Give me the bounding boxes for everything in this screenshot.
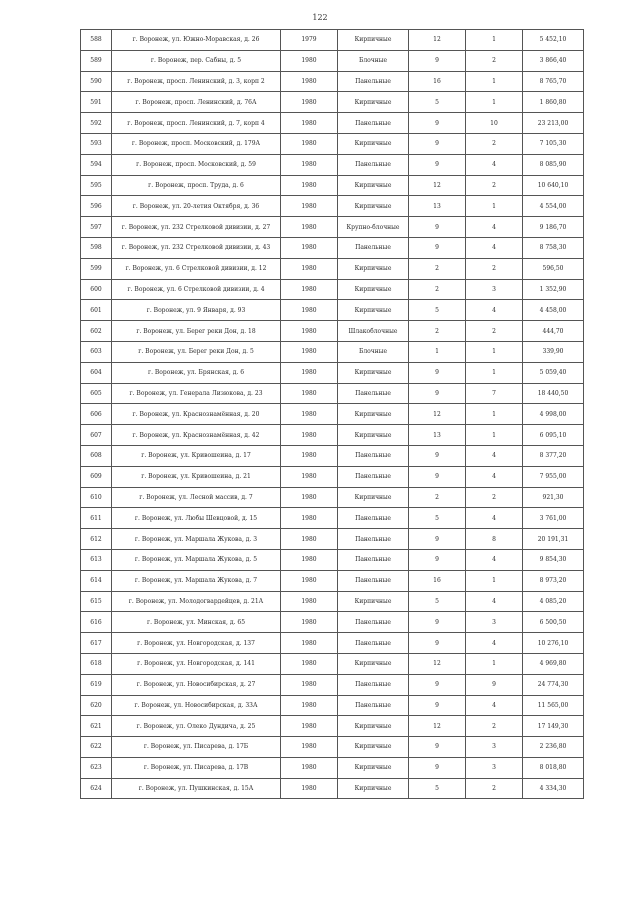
year-cell: 1980: [281, 716, 338, 737]
address-cell: г. Воронеж, ул. 6 Стрелковой дивизии, д. 4: [112, 279, 281, 300]
floors-cell: 9: [409, 362, 466, 383]
entrances-cell: 3: [466, 757, 523, 778]
area-cell: 4 085,20: [523, 591, 584, 612]
wall-material-cell: Блочные: [338, 341, 409, 362]
entrances-cell: 2: [466, 50, 523, 71]
area-cell: 444,70: [523, 321, 584, 342]
floors-cell: 16: [409, 71, 466, 92]
address-cell: г. Воронеж, ул. Южно-Моравская, д. 26: [112, 30, 281, 51]
year-cell: 1980: [281, 258, 338, 279]
address-cell: г. Воронеж, ул. Новгородская, д. 137: [112, 633, 281, 654]
row-number-cell: 590: [81, 71, 112, 92]
wall-material-cell: Панельные: [338, 445, 409, 466]
wall-material-cell: Панельные: [338, 113, 409, 134]
year-cell: 1980: [281, 196, 338, 217]
wall-material-cell: Кирпичные: [338, 737, 409, 758]
entrances-cell: 1: [466, 653, 523, 674]
table-row: [81, 362, 584, 383]
row-number-cell: 605: [81, 383, 112, 404]
wall-material-cell: Кирпичные: [338, 425, 409, 446]
row-number-cell: 619: [81, 674, 112, 695]
entrances-cell: 8: [466, 529, 523, 550]
year-cell: 1980: [281, 778, 338, 799]
row-number-cell: 624: [81, 778, 112, 799]
page-number: 122: [312, 13, 328, 22]
wall-material-cell: Кирпичные: [338, 404, 409, 425]
table-row: [81, 570, 584, 591]
row-number-cell: 589: [81, 50, 112, 71]
row-number-cell: 594: [81, 154, 112, 175]
table-row: [81, 50, 584, 71]
table-row: [81, 92, 584, 113]
wall-material-cell: Крупно-блочные: [338, 217, 409, 238]
year-cell: 1980: [281, 50, 338, 71]
address-cell: г. Воронеж, ул. Генерала Лизюкова, д. 23: [112, 383, 281, 404]
address-cell: г. Воронеж, ул. Любы Шевцовой, д. 15: [112, 508, 281, 529]
row-number-cell: 618: [81, 653, 112, 674]
year-cell: 1980: [281, 341, 338, 362]
table-row: [81, 154, 584, 175]
entrances-cell: 1: [466, 570, 523, 591]
entrances-cell: 7: [466, 383, 523, 404]
address-cell: г. Воронеж, ул. Новосибирская, д. 27: [112, 674, 281, 695]
wall-material-cell: Кирпичные: [338, 300, 409, 321]
row-number-cell: 588: [81, 30, 112, 51]
row-number-cell: 603: [81, 341, 112, 362]
year-cell: 1980: [281, 71, 338, 92]
year-cell: 1980: [281, 154, 338, 175]
row-number-cell: 612: [81, 529, 112, 550]
address-cell: г. Воронеж, ул. Берег реки Дон, д. 5: [112, 341, 281, 362]
row-number-cell: 611: [81, 508, 112, 529]
year-cell: 1980: [281, 653, 338, 674]
entrances-cell: 1: [466, 92, 523, 113]
year-cell: 1980: [281, 612, 338, 633]
address-cell: г. Воронеж, просп. Ленинский, д. 76А: [112, 92, 281, 113]
table-row: [81, 674, 584, 695]
wall-material-cell: Панельные: [338, 508, 409, 529]
area-cell: 17 149,30: [523, 716, 584, 737]
row-number-cell: 600: [81, 279, 112, 300]
row-number-cell: 604: [81, 362, 112, 383]
year-cell: 1980: [281, 133, 338, 154]
entrances-cell: 10: [466, 113, 523, 134]
wall-material-cell: Панельные: [338, 466, 409, 487]
entrances-cell: 2: [466, 175, 523, 196]
floors-cell: 9: [409, 217, 466, 238]
housing-registry-table: [80, 29, 584, 799]
floors-cell: 9: [409, 674, 466, 695]
entrances-cell: 4: [466, 466, 523, 487]
row-number-cell: 601: [81, 300, 112, 321]
floors-cell: 5: [409, 92, 466, 113]
row-number-cell: 598: [81, 237, 112, 258]
entrances-cell: 4: [466, 154, 523, 175]
wall-material-cell: Панельные: [338, 674, 409, 695]
floors-cell: 2: [409, 321, 466, 342]
floors-cell: 2: [409, 487, 466, 508]
floors-cell: 2: [409, 279, 466, 300]
address-cell: г. Воронеж, просп. Московский, д. 59: [112, 154, 281, 175]
area-cell: 4 334,30: [523, 778, 584, 799]
year-cell: 1980: [281, 633, 338, 654]
entrances-cell: 2: [466, 716, 523, 737]
floors-cell: 9: [409, 737, 466, 758]
area-cell: 2 236,80: [523, 737, 584, 758]
area-cell: 10 640,10: [523, 175, 584, 196]
address-cell: г. Воронеж, просп. Ленинский, д. 3, корп 2: [112, 71, 281, 92]
year-cell: 1980: [281, 737, 338, 758]
wall-material-cell: Кирпичные: [338, 778, 409, 799]
area-cell: 20 191,31: [523, 529, 584, 550]
wall-material-cell: Кирпичные: [338, 716, 409, 737]
address-cell: г. Воронеж, ул. 9 Января, д. 93: [112, 300, 281, 321]
address-cell: г. Воронеж, ул. Кривошеина, д. 17: [112, 445, 281, 466]
entrances-cell: 2: [466, 258, 523, 279]
entrances-cell: 4: [466, 237, 523, 258]
row-number-cell: 617: [81, 633, 112, 654]
row-number-cell: 615: [81, 591, 112, 612]
area-cell: 3 866,40: [523, 50, 584, 71]
wall-material-cell: Панельные: [338, 529, 409, 550]
floors-cell: 1: [409, 341, 466, 362]
address-cell: г. Воронеж, ул. Берег реки Дон, д. 18: [112, 321, 281, 342]
entrances-cell: 4: [466, 633, 523, 654]
area-cell: 339,90: [523, 341, 584, 362]
table-row: [81, 653, 584, 674]
floors-cell: 12: [409, 716, 466, 737]
table-row: [81, 757, 584, 778]
address-cell: г. Воронеж, ул. 232 Стрелковой дивизии, д. 43: [112, 237, 281, 258]
address-cell: г. Воронеж, ул. Маршала Жукова, д. 7: [112, 570, 281, 591]
entrances-cell: 1: [466, 196, 523, 217]
table-row: [81, 508, 584, 529]
floors-cell: 5: [409, 591, 466, 612]
row-number-cell: 620: [81, 695, 112, 716]
wall-material-cell: Кирпичные: [338, 175, 409, 196]
floors-cell: 5: [409, 778, 466, 799]
year-cell: 1980: [281, 508, 338, 529]
wall-material-cell: Кирпичные: [338, 92, 409, 113]
entrances-cell: 2: [466, 321, 523, 342]
area-cell: 8 973,20: [523, 570, 584, 591]
area-cell: 10 276,10: [523, 633, 584, 654]
table-row: [81, 549, 584, 570]
row-number-cell: 602: [81, 321, 112, 342]
address-cell: г. Воронеж, просп. Московский, д. 179А: [112, 133, 281, 154]
wall-material-cell: Кирпичные: [338, 133, 409, 154]
address-cell: г. Воронеж, ул. Маршала Жукова, д. 3: [112, 529, 281, 550]
table-row: [81, 133, 584, 154]
wall-material-cell: Панельные: [338, 695, 409, 716]
year-cell: 1980: [281, 92, 338, 113]
wall-material-cell: Шлакоблочные: [338, 321, 409, 342]
entrances-cell: 2: [466, 133, 523, 154]
area-cell: 24 774,30: [523, 674, 584, 695]
year-cell: 1980: [281, 487, 338, 508]
address-cell: г. Воронеж, ул. Олеко Дундича, д. 25: [112, 716, 281, 737]
entrances-cell: 1: [466, 425, 523, 446]
year-cell: 1980: [281, 466, 338, 487]
year-cell: 1980: [281, 757, 338, 778]
year-cell: 1980: [281, 695, 338, 716]
area-cell: 921,30: [523, 487, 584, 508]
floors-cell: 9: [409, 237, 466, 258]
area-cell: 11 565,00: [523, 695, 584, 716]
floors-cell: 9: [409, 113, 466, 134]
area-cell: 4 998,00: [523, 404, 584, 425]
wall-material-cell: Кирпичные: [338, 196, 409, 217]
area-cell: 6 095,10: [523, 425, 584, 446]
entrances-cell: 4: [466, 445, 523, 466]
wall-material-cell: Панельные: [338, 570, 409, 591]
entrances-cell: 2: [466, 487, 523, 508]
row-number-cell: 609: [81, 466, 112, 487]
address-cell: г. Воронеж, ул. 6 Стрелковой дивизии, д. 12: [112, 258, 281, 279]
area-cell: 3 761,00: [523, 508, 584, 529]
row-number-cell: 614: [81, 570, 112, 591]
wall-material-cell: Панельные: [338, 154, 409, 175]
floors-cell: 16: [409, 570, 466, 591]
address-cell: г. Воронеж, ул. Кривошеина, д. 21: [112, 466, 281, 487]
floors-cell: 9: [409, 154, 466, 175]
floors-cell: 2: [409, 258, 466, 279]
wall-material-cell: Панельные: [338, 237, 409, 258]
wall-material-cell: Кирпичные: [338, 258, 409, 279]
table-row: [81, 383, 584, 404]
area-cell: 4 458,00: [523, 300, 584, 321]
address-cell: г. Воронеж, ул. Краснознамённая, д. 42: [112, 425, 281, 446]
table-body: [81, 30, 584, 799]
entrances-cell: 1: [466, 341, 523, 362]
table-row: [81, 737, 584, 758]
floors-cell: 9: [409, 549, 466, 570]
area-cell: 5 059,40: [523, 362, 584, 383]
floors-cell: 9: [409, 133, 466, 154]
row-number-cell: 621: [81, 716, 112, 737]
floors-cell: 9: [409, 757, 466, 778]
wall-material-cell: Панельные: [338, 612, 409, 633]
table-row: [81, 279, 584, 300]
address-cell: г. Воронеж, пер. Сабны, д. 5: [112, 50, 281, 71]
entrances-cell: 4: [466, 591, 523, 612]
entrances-cell: 4: [466, 300, 523, 321]
year-cell: 1980: [281, 674, 338, 695]
year-cell: 1980: [281, 383, 338, 404]
year-cell: 1980: [281, 570, 338, 591]
address-cell: г. Воронеж, ул. Новосибирская, д. 33А: [112, 695, 281, 716]
row-number-cell: 607: [81, 425, 112, 446]
floors-cell: 9: [409, 633, 466, 654]
year-cell: 1980: [281, 321, 338, 342]
table-row: [81, 487, 584, 508]
table-row: [81, 71, 584, 92]
address-cell: г. Воронеж, ул. 20-летия Октября, д. 36: [112, 196, 281, 217]
wall-material-cell: Панельные: [338, 549, 409, 570]
row-number-cell: 599: [81, 258, 112, 279]
table-row: [81, 341, 584, 362]
year-cell: 1980: [281, 425, 338, 446]
table-row: [81, 466, 584, 487]
floors-cell: 13: [409, 425, 466, 446]
wall-material-cell: Кирпичные: [338, 653, 409, 674]
table-row: [81, 591, 584, 612]
area-cell: 4 969,80: [523, 653, 584, 674]
area-cell: 7 955,00: [523, 466, 584, 487]
table-row: [81, 425, 584, 446]
area-cell: 18 440,50: [523, 383, 584, 404]
table-row: [81, 695, 584, 716]
year-cell: 1980: [281, 237, 338, 258]
table-row: [81, 321, 584, 342]
entrances-cell: 1: [466, 404, 523, 425]
table-row: [81, 175, 584, 196]
table-row: [81, 445, 584, 466]
entrances-cell: 3: [466, 737, 523, 758]
address-cell: г. Воронеж, ул. Брянская, д. 6: [112, 362, 281, 383]
entrances-cell: 4: [466, 508, 523, 529]
row-number-cell: 613: [81, 549, 112, 570]
year-cell: 1980: [281, 404, 338, 425]
wall-material-cell: Кирпичные: [338, 757, 409, 778]
year-cell: 1980: [281, 279, 338, 300]
table-row: [81, 300, 584, 321]
table-row: [81, 529, 584, 550]
row-number-cell: 592: [81, 113, 112, 134]
floors-cell: 12: [409, 404, 466, 425]
floors-cell: 9: [409, 612, 466, 633]
address-cell: г. Воронеж, ул. Молодогвардейцев, д. 21А: [112, 591, 281, 612]
area-cell: 8 085,90: [523, 154, 584, 175]
floors-cell: 13: [409, 196, 466, 217]
wall-material-cell: Панельные: [338, 71, 409, 92]
row-number-cell: 591: [81, 92, 112, 113]
area-cell: 8 765,70: [523, 71, 584, 92]
entrances-cell: 1: [466, 71, 523, 92]
year-cell: 1980: [281, 113, 338, 134]
entrances-cell: 1: [466, 30, 523, 51]
entrances-cell: 4: [466, 217, 523, 238]
wall-material-cell: Кирпичные: [338, 279, 409, 300]
row-number-cell: 596: [81, 196, 112, 217]
address-cell: г. Воронеж, ул. 232 Стрелковой дивизии, д. 27: [112, 217, 281, 238]
area-cell: 1 860,80: [523, 92, 584, 113]
area-cell: 9 854,30: [523, 549, 584, 570]
address-cell: г. Воронеж, ул. Краснознамённая, д. 20: [112, 404, 281, 425]
area-cell: 23 213,00: [523, 113, 584, 134]
year-cell: 1980: [281, 529, 338, 550]
area-cell: 8 758,30: [523, 237, 584, 258]
entrances-cell: 2: [466, 778, 523, 799]
floors-cell: 9: [409, 445, 466, 466]
entrances-cell: 3: [466, 279, 523, 300]
row-number-cell: 610: [81, 487, 112, 508]
year-cell: 1979: [281, 30, 338, 51]
floors-cell: 9: [409, 50, 466, 71]
year-cell: 1980: [281, 445, 338, 466]
year-cell: 1980: [281, 549, 338, 570]
floors-cell: 9: [409, 529, 466, 550]
address-cell: г. Воронеж, ул. Новгородская, д. 141: [112, 653, 281, 674]
floors-cell: 12: [409, 175, 466, 196]
table-row: [81, 237, 584, 258]
floors-cell: 12: [409, 653, 466, 674]
wall-material-cell: Кирпичные: [338, 487, 409, 508]
table-row: [81, 196, 584, 217]
address-cell: г. Воронеж, просп. Труда, д. 6: [112, 175, 281, 196]
wall-material-cell: Кирпичные: [338, 362, 409, 383]
entrances-cell: 3: [466, 612, 523, 633]
address-cell: г. Воронеж, просп. Ленинский, д. 7, корп 4: [112, 113, 281, 134]
table-row: [81, 404, 584, 425]
area-cell: 6 500,50: [523, 612, 584, 633]
floors-cell: 9: [409, 466, 466, 487]
year-cell: 1980: [281, 217, 338, 238]
area-cell: 4 554,00: [523, 196, 584, 217]
row-number-cell: 623: [81, 757, 112, 778]
year-cell: 1980: [281, 362, 338, 383]
row-number-cell: 595: [81, 175, 112, 196]
row-number-cell: 622: [81, 737, 112, 758]
area-cell: 8 377,20: [523, 445, 584, 466]
wall-material-cell: Кирпичные: [338, 30, 409, 51]
floors-cell: 5: [409, 300, 466, 321]
entrances-cell: 1: [466, 362, 523, 383]
floors-cell: 12: [409, 30, 466, 51]
row-number-cell: 616: [81, 612, 112, 633]
entrances-cell: 4: [466, 549, 523, 570]
row-number-cell: 597: [81, 217, 112, 238]
table-row: [81, 778, 584, 799]
wall-material-cell: Панельные: [338, 633, 409, 654]
table-row: [81, 217, 584, 238]
entrances-cell: 9: [466, 674, 523, 695]
row-number-cell: 593: [81, 133, 112, 154]
wall-material-cell: Кирпичные: [338, 591, 409, 612]
wall-material-cell: Панельные: [338, 383, 409, 404]
table-row: [81, 30, 584, 51]
table-row: [81, 612, 584, 633]
address-cell: г. Воронеж, ул. Пушкинская, д. 15А: [112, 778, 281, 799]
year-cell: 1980: [281, 300, 338, 321]
year-cell: 1980: [281, 591, 338, 612]
year-cell: 1980: [281, 175, 338, 196]
wall-material-cell: Блочные: [338, 50, 409, 71]
address-cell: г. Воронеж, ул. Маршала Жукова, д. 5: [112, 549, 281, 570]
floors-cell: 9: [409, 383, 466, 404]
floors-cell: 5: [409, 508, 466, 529]
area-cell: 7 105,30: [523, 133, 584, 154]
table-row: [81, 633, 584, 654]
table-row: [81, 113, 584, 134]
table-row: [81, 716, 584, 737]
area-cell: 1 352,90: [523, 279, 584, 300]
address-cell: г. Воронеж, ул. Писарева, д. 17Б: [112, 737, 281, 758]
area-cell: 9 186,70: [523, 217, 584, 238]
area-cell: 596,50: [523, 258, 584, 279]
floors-cell: 9: [409, 695, 466, 716]
area-cell: 8 018,80: [523, 757, 584, 778]
row-number-cell: 606: [81, 404, 112, 425]
row-number-cell: 608: [81, 445, 112, 466]
table-row: [81, 258, 584, 279]
area-cell: 5 452,10: [523, 30, 584, 51]
address-cell: г. Воронеж, ул. Минская, д. 65: [112, 612, 281, 633]
address-cell: г. Воронеж, ул. Писарева, д. 17В: [112, 757, 281, 778]
address-cell: г. Воронеж, ул. Лесной массив, д. 7: [112, 487, 281, 508]
entrances-cell: 4: [466, 695, 523, 716]
